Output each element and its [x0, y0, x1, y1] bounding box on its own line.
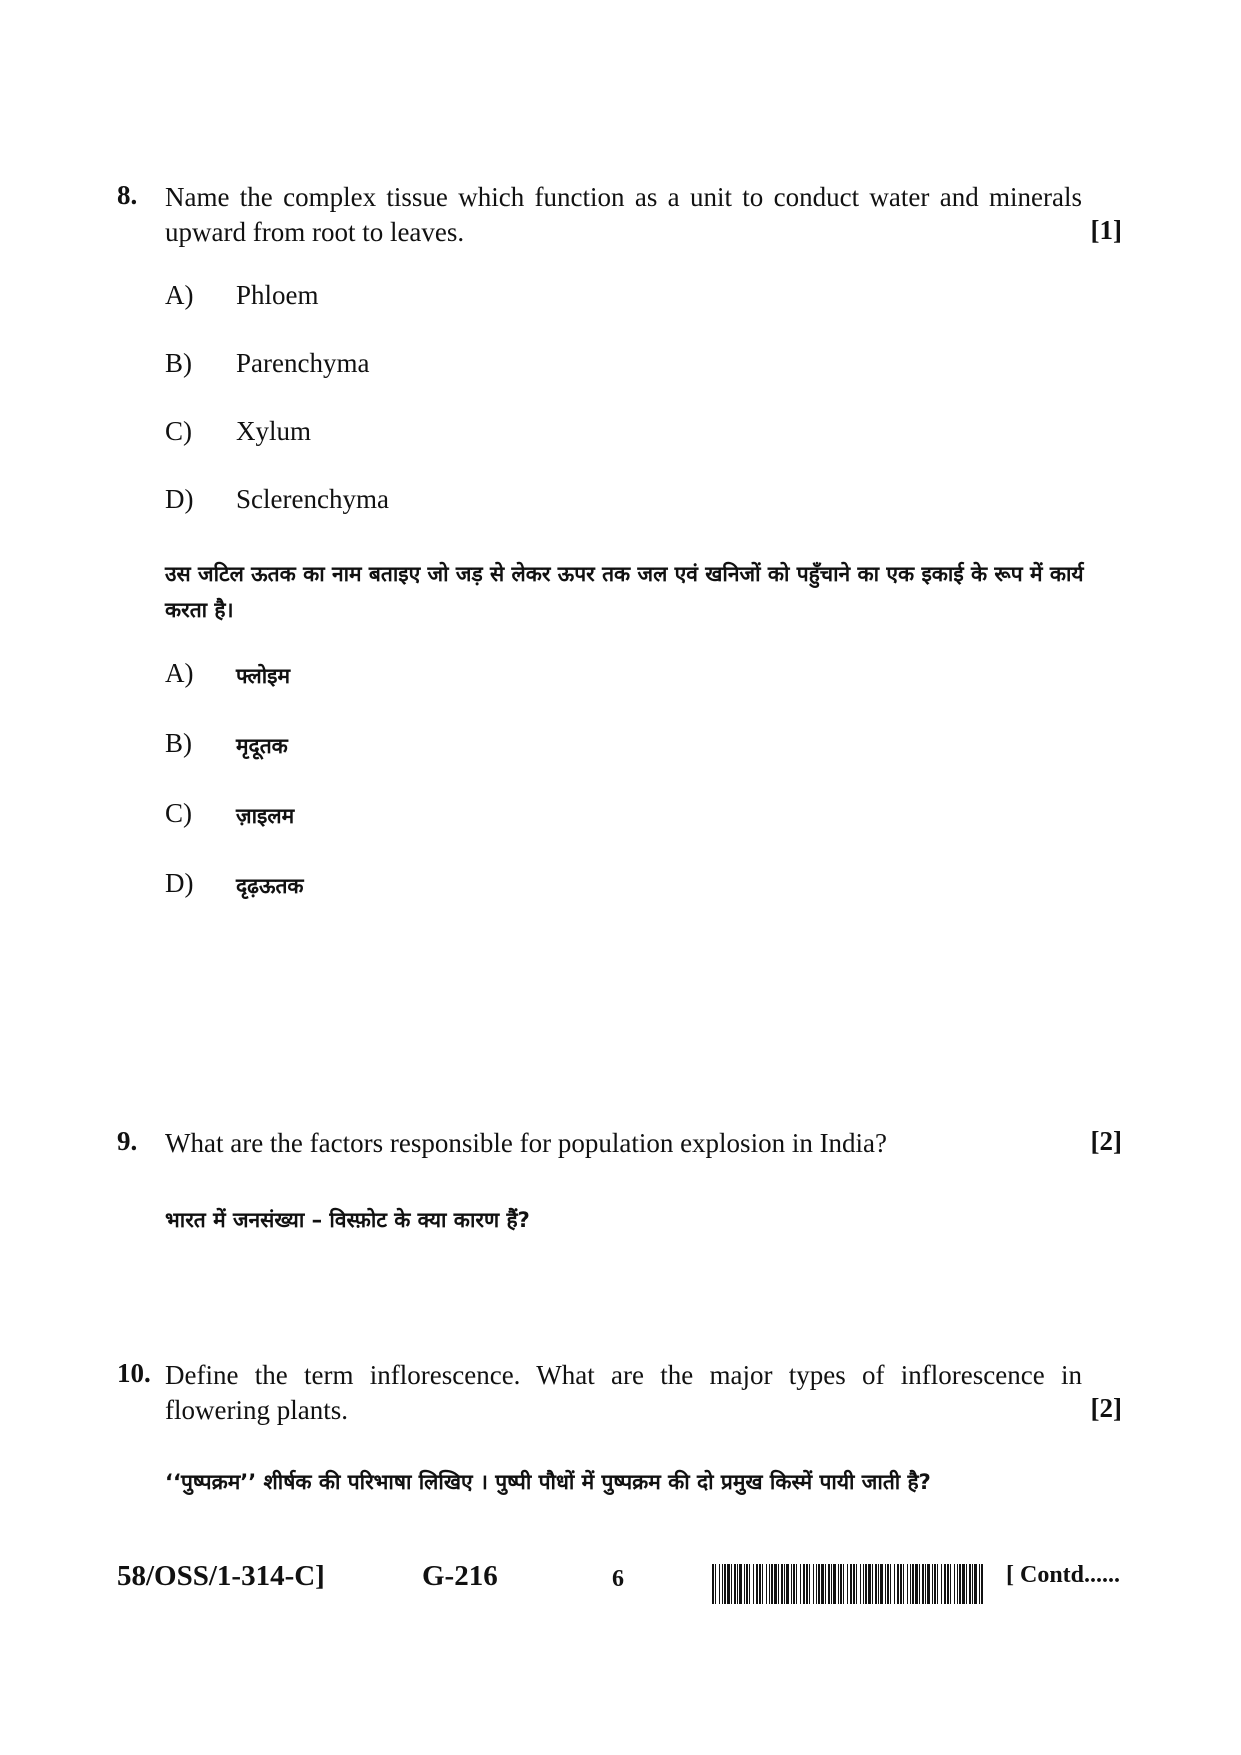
question-text: Define the term inflorescence. What are the major types of inflorescence in flowering plants. — [165, 1360, 1082, 1425]
question-marks: [1] — [1090, 215, 1122, 245]
option-text: मृदूतक — [236, 734, 288, 758]
option-text: दृढ़ऊतक — [236, 874, 304, 898]
option-label: A) — [165, 280, 194, 310]
question-9 — [117, 1126, 1122, 1246]
question-marks: [2] — [1090, 1393, 1122, 1423]
option-label: C) — [165, 416, 192, 446]
page-number: 6 — [612, 1566, 624, 1592]
question-marks: [2] — [1090, 1126, 1122, 1156]
option-label: D) — [165, 484, 194, 514]
question-10 — [117, 1358, 1122, 1498]
option-label: C) — [165, 798, 192, 828]
option-label: B) — [165, 728, 192, 758]
barcode-image — [712, 1564, 984, 1604]
option-label: A) — [165, 658, 194, 688]
series-code: G-216 — [422, 1560, 498, 1592]
option-label: B) — [165, 348, 192, 378]
question-text-hindi: भारत में जनसंख्या – विस्फ़ोट के क्या कारण हैं? — [165, 1208, 530, 1232]
continued-label: [ Contd...... — [1006, 1562, 1121, 1588]
question-text: What are the factors responsible for population explosion in India? — [165, 1128, 888, 1158]
question-text: Name the complex tissue which function as a unit to conduct water and minerals upward from root to leaves. — [165, 182, 1082, 247]
option-text: फ्लोइम — [236, 664, 291, 688]
question-number: 9. — [117, 1126, 138, 1156]
option-text: ज़ाइलम — [236, 804, 295, 828]
option-text: Sclerenchyma — [236, 484, 389, 514]
option-text: Xylum — [236, 416, 312, 446]
question-number: 10. — [117, 1358, 151, 1388]
question-text-hindi: ‘‘पुष्पक्रम’’ शीर्षक की परिभाषा लिखिए । पुष्पी पौधों में पुष्पक्रम की दो प्रमुख किस्में पायी जाती है? — [165, 1470, 931, 1494]
paper-code: 58/OSS/1-314-C] — [117, 1560, 325, 1592]
option-text: Parenchyma — [236, 348, 370, 378]
option-text: Phloem — [236, 280, 319, 310]
option-label: D) — [165, 868, 194, 898]
question-number: 8. — [117, 180, 138, 210]
page-footer — [0, 1560, 1241, 1620]
question-text-hindi: उस जटिल ऊतक का नाम बताइए जो जड़ से लेकर ऊपर तक जल एवं खनिजों को पहुँचाने का एक इकाई के रूप में कार्य करता है। — [165, 562, 1084, 622]
question-8 — [117, 180, 1122, 940]
